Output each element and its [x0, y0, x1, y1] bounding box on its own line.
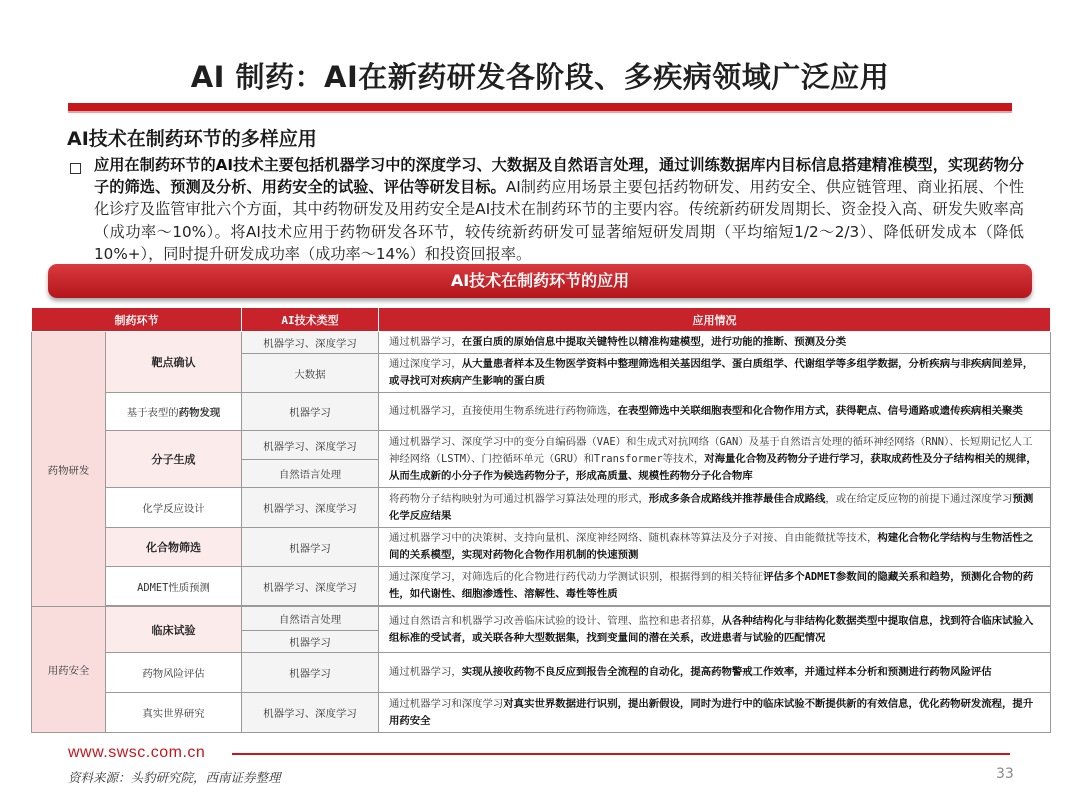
table-row — [32, 488, 1051, 528]
tech-cell: 机器学习、深度学习 — [242, 567, 379, 606]
table-row — [32, 332, 1051, 354]
header-stage: 制药环节 — [32, 308, 242, 332]
footer-divider — [232, 753, 1010, 755]
tech-cell: 机器学习、深度学习 — [242, 693, 379, 733]
tech-cell: 机器学习 — [242, 393, 379, 431]
tech-cell: 机器学习 — [242, 528, 379, 567]
stage-clinical-trial: 临床试验 — [106, 607, 242, 653]
application-cell: 通过机器学习，直接使用生物系统进行药物筛选，在表型筛选中关联细胞表型和化合物作用方式，获得靶点、信号通路或遗传疾病相关聚类 — [379, 393, 1051, 431]
category-medication-safety: 用药安全 — [32, 607, 106, 733]
application-cell: 通过机器学习中的决策树、支持向量机、深度神经网络、随机森林等算法及分子对接、自由能微扰等技术，构建化合物化学结构与生物活性之间的关系模型，实现对药物化合物作用机制的快速预测 — [379, 528, 1051, 567]
tech-cell: 机器学习、深度学习 — [242, 488, 379, 528]
tech-cell: 机器学习 — [242, 631, 379, 653]
title-divider-shadow — [68, 111, 1012, 113]
table-row — [32, 653, 1051, 693]
tech-cell: 自然语言处理 — [242, 460, 379, 488]
table-row — [32, 607, 1051, 631]
application-cell: 通过自然语言和机器学习改善临床试验的设计、管理、监控和患者招募，从各种结构化与非结构化数据类型中提取信息，找到符合临床试验入组标准的受试者，或关联各种大型数据集，找到变量间的潜在关系，改进患者与试验的匹配情况 — [379, 607, 1051, 653]
application-cell: 通过机器学习、深度学习中的变分自编码器（VAE）和生成式对抗网络（GAN）及基于自然语言处理的循环神经网络（RNN）、长短期记忆人工神经网络（LSTM）、门控循环单元（GRU）和Transformer等技术，对海量化合物及药物分子进行学习，获取成药性及分子结构相关的规律，从而生成新的小分子作为候选药物分子，形成高质量、规模性药物分子化合物库 — [379, 431, 1051, 488]
table-row — [32, 393, 1051, 431]
tech-cell: 大数据 — [242, 354, 379, 393]
application-cell: 通过机器学习，在蛋白质的原始信息中提取关键特性以精准构建模型，进行功能的推断、预测及分类 — [379, 332, 1051, 354]
intro-paragraph — [94, 154, 1024, 265]
application-cell: 通过机器学习和深度学习对真实世界数据进行识别，提出新假设，同时为进行中的临床试验不断提供新的有效信息，优化药物研发流程，提升用药安全 — [379, 693, 1051, 733]
checkbox-bullet-icon — [70, 160, 86, 176]
footer-website-link[interactable]: www.swsc.com.cn — [68, 744, 206, 761]
intro-normal-text: AI制药应用场景主要包括药物研发、用药安全、供应链管理、商业拓展、个性化诊疗及监管审批六个方面，其中药物研发及用药安全是AI技术在制药环节的主要内容。传统新药研发周期长、资金投入高、研发失败率高（成功率～10%）。将AI技术应用于药物研发各环节，较传统新药研发可显著缩短研发周期（平均缩短1/2～2/3）、降低研发成本（降低10%+），同时提升研发成功率（成功率～14%）和投资回报率。 — [94, 178, 1025, 263]
application-cell: 通过深度学习，从大量患者样本及生物医学资料中整理筛选相关基因组学、蛋白质组学、代谢组学等多组学数据，分析疾病与非疾病间差异，或寻找可对疾病产生影响的蛋白质 — [379, 354, 1051, 393]
application-cell: 通过机器学习，实现从接收药物不良反应到报告全流程的自动化，提高药物警戒工作效率，并通过样本分析和预测进行药物风险评估 — [379, 653, 1051, 693]
table-header-row — [32, 308, 1051, 332]
table-banner: AI技术在制药环节的应用 — [48, 264, 1032, 298]
tech-cell: 机器学习、深度学习 — [242, 332, 379, 354]
stage-reaction-design: 化学反应设计 — [106, 488, 242, 528]
tech-cell: 机器学习、深度学习 — [242, 431, 379, 460]
section-subtitle: AI技术在制药环节的多样应用 — [67, 128, 317, 150]
stage-admet-prediction: ADMET性质预测 — [106, 567, 242, 606]
tech-cell: 机器学习 — [242, 653, 379, 693]
header-tech: AI技术类型 — [242, 308, 379, 332]
page-title: AI 制药：AI在新药研发各阶段、多疾病领域广泛应用 — [190, 60, 890, 94]
header-application: 应用情况 — [379, 308, 1051, 332]
stage-molecule-generation: 分子生成 — [106, 431, 242, 488]
page-number: 33 — [996, 766, 1014, 782]
table-row — [32, 431, 1051, 460]
title-divider — [68, 103, 1012, 111]
category-drug-rd: 药物研发 — [32, 332, 106, 607]
tech-cell: 自然语言处理 — [242, 607, 379, 631]
stage-target-confirmation: 靶点确认 — [106, 332, 242, 393]
applications-table — [31, 307, 1051, 733]
application-cell: 通过深度学习，对筛选后的化合物进行药代动力学测试识别，根据得到的相关特征评估多个ADMET参数间的隐藏关系和趋势，预测化合物的药性，如代谢性、细胞渗透性、溶解性、毒性等性质 — [379, 567, 1051, 606]
intro-bold-text: 应用在制药环节的AI技术主要包括机器学习中的深度学习、大数据及自然语言处理，通过训练数据库内目标信息搭建精准模型，实现药物分子的筛选、预测及分析、用药安全的试验、评估等研发目标。 — [94, 156, 1024, 197]
stage-compound-screening: 化合物筛选 — [106, 528, 242, 567]
stage-phenotype-discovery: 基于表型的药物发现 — [106, 393, 242, 431]
application-cell: 将药物分子结构映射为可通过机器学习算法处理的形式，形成多条合成路线并推荐最佳合成路线，或在给定反应物的前提下通过深度学习预测化学反应结果 — [379, 488, 1051, 528]
table-row — [32, 693, 1051, 733]
table-row — [32, 528, 1051, 567]
stage-drug-risk-assessment: 药物风险评估 — [106, 653, 242, 693]
footer-source: 资料来源：头豹研究院，西南证券整理 — [68, 770, 281, 785]
table-row — [32, 567, 1051, 606]
stage-real-world-study: 真实世界研究 — [106, 693, 242, 733]
